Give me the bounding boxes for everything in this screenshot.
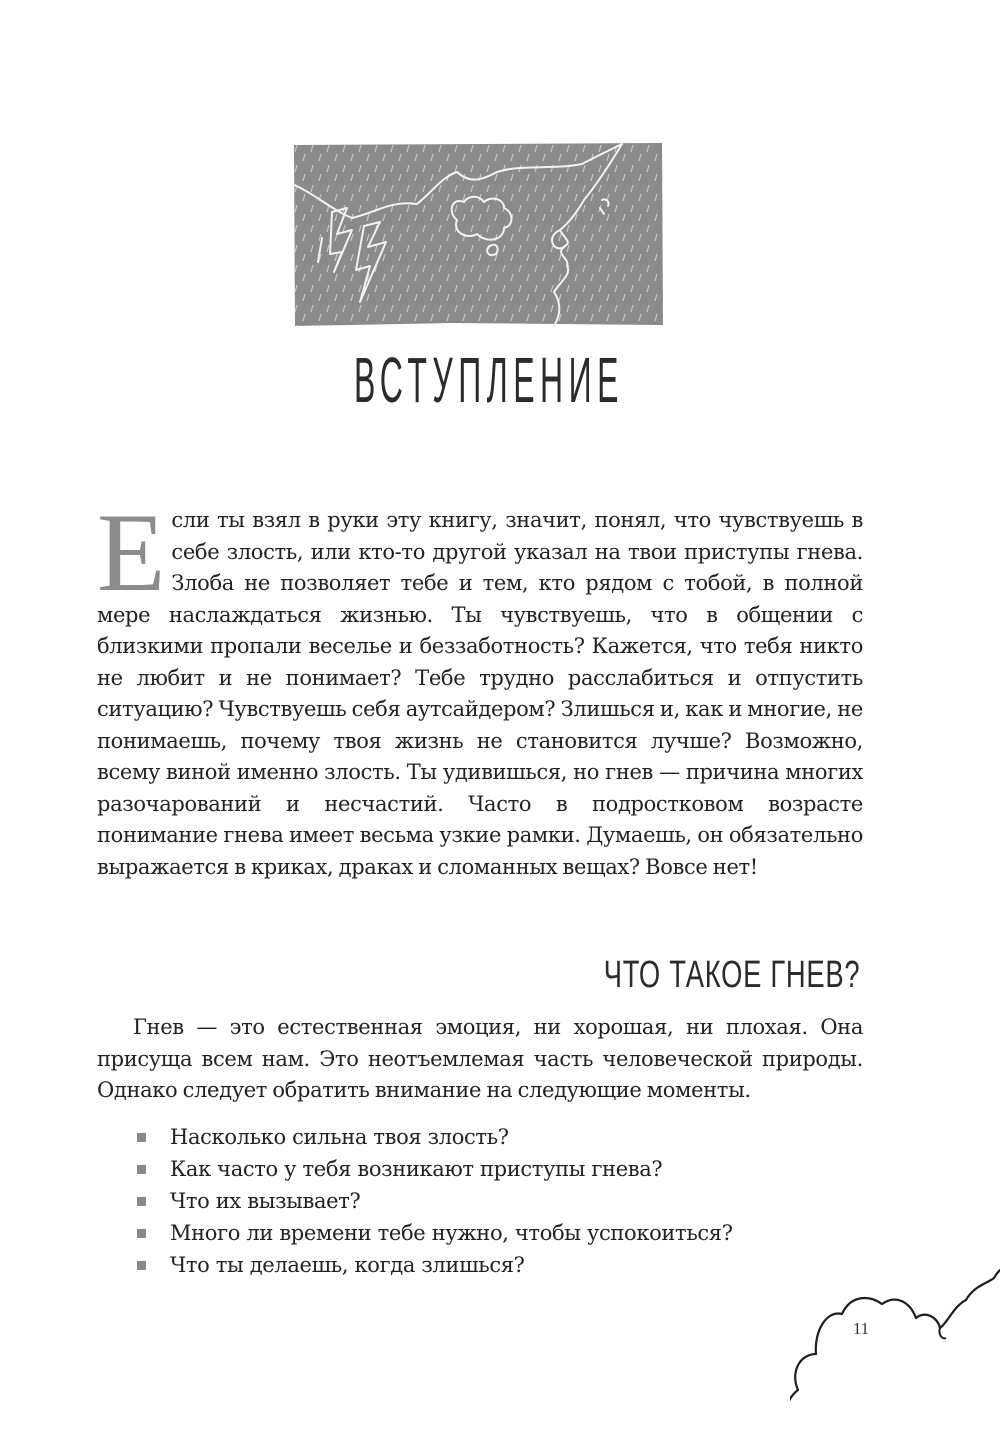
square-bullet-icon (137, 1261, 146, 1270)
list-item: Что ты делаешь, когда злишься? (97, 1249, 863, 1281)
section-paragraph: Гнев — это естественная эмоция, ни хорошая, ни плохая. Она присуща всем нам. Это неотъемлемая часть человеческой природы. Однако следует обратить внимание на следующие моменты. (97, 1015, 863, 1102)
list-item: Что их вызывает? (97, 1185, 863, 1217)
square-bullet-icon (137, 1229, 146, 1238)
list-item: Много ли времени тебе нужно, чтобы успокоиться? (97, 1217, 863, 1249)
question-list (97, 1121, 863, 1281)
chapter-title: ВСТУПЛЕНИЕ (354, 344, 624, 416)
list-item: Как часто у тебя возникают приступы гнева? (97, 1153, 863, 1185)
section-body (97, 1012, 863, 1281)
square-bullet-icon (137, 1197, 146, 1206)
angry-face-storm-illustration (292, 142, 664, 327)
drop-cap: Е (97, 491, 166, 615)
intro-paragraph (97, 491, 863, 883)
cloud-outline-icon (790, 1262, 1000, 1441)
section-title: ЧТО ТАКОЕ ГНЕВ? (603, 954, 860, 996)
page-number: 11 (852, 1319, 870, 1338)
intro-text: сли ты взял в руки эту книгу, значит, понял, что чувствуешь в себе злость, или кто-то другой указал на твои приступы гнева. Злоба не позволяет тебе и тем, кто рядом с тобой, в полной мере наслаждаться жизнью. Ты чувствуешь, что в общении с близкими пропали веселье и беззаботность? Кажется, что тебя никто не любит и не понимает? Тебе трудно расслабиться и отпустить ситуацию? Чувствуешь себя аутсайдером? Злишься и, как и многие, не понимаешь, почему твоя жизнь не становится лучше? Возможно, всему виной именно злость. Ты удивишься, но гнев — причина многих разочарований и несчастий. Часто в подростковом возрасте понимание гнева имеет весьма узкие рамки. Думаешь, он обязательно выражается в криках, драках и сломанных вещах? Вовсе нет! (97, 508, 863, 879)
square-bullet-icon (137, 1133, 146, 1142)
square-bullet-icon (137, 1165, 146, 1174)
list-item: Насколько сильна твоя злость? (97, 1121, 863, 1153)
